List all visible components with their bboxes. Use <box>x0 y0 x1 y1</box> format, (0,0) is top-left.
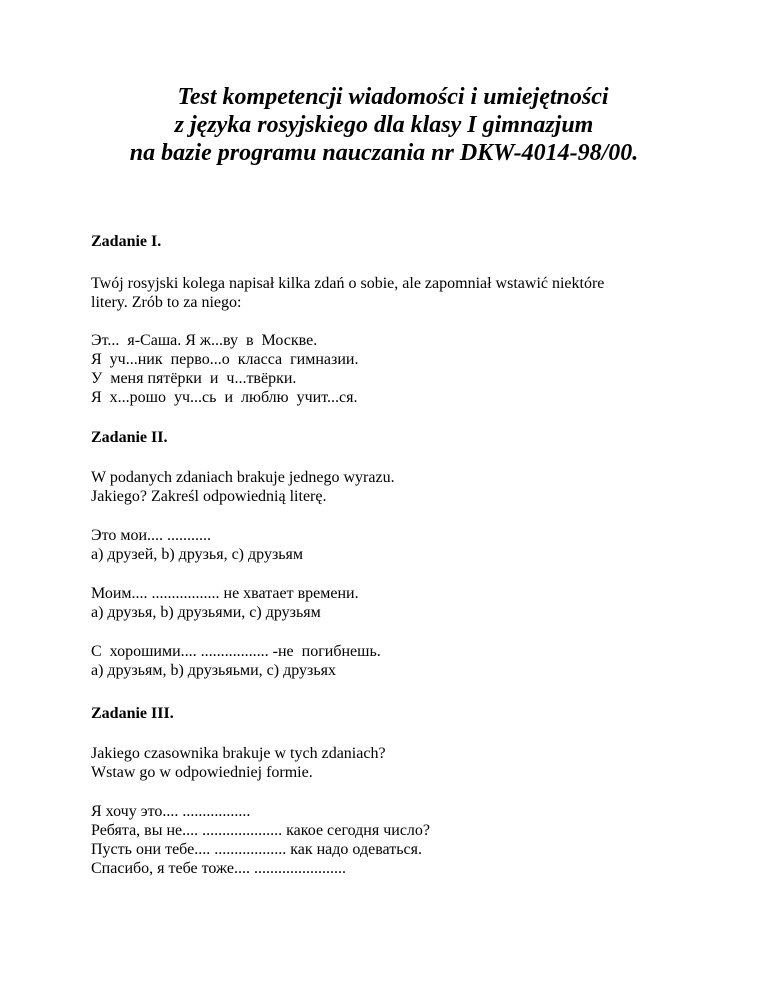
zadanie-1-sentence: Эт... я-Саша. Я ж...ву в Москве. <box>91 332 318 349</box>
zadanie-3-sentence: Спасибо, я тебе тоже.... ....................... <box>91 860 346 877</box>
zadanie-3-heading-block <box>91 704 731 723</box>
zadanie-2-item <box>91 584 731 622</box>
zadanie-3-sentence: Пусть они тебе.... .................. как надо одеваться. <box>91 841 422 858</box>
zadanie-1-sentence: У меня пятёрки и ч...твёрки. <box>91 370 297 387</box>
zadanie-1-sentence: Я уч...ник перво...о класса гимназии. <box>91 351 359 368</box>
zadanie-1-heading: Zadanie I. <box>91 233 162 250</box>
zadanie-2-sentence: Это мои.... ........... <box>91 527 212 544</box>
zadanie-3-instruction-line: Jakiego czasownika brakuje w tych zdaniach? <box>91 745 386 762</box>
zadanie-1-sentence: Я х...рошо уч...сь и люблю учит...ся. <box>91 389 358 406</box>
title-line-3: na bazie programu nauczania nr DKW-4014-98/00. <box>129 140 639 166</box>
zadanie-2-heading: Zadanie II. <box>91 429 168 446</box>
zadanie-3-instruction-line: Wstaw go w odpowiedniej formie. <box>91 764 313 781</box>
title-line-1: Test kompetencji wiadomości i umiejętności <box>177 84 609 110</box>
zadanie-2-item <box>91 642 731 680</box>
zadanie-2-instruction-line: W podanych zdaniach brakuje jednego wyrazu. <box>91 469 395 486</box>
zadanie-2-heading-block <box>91 428 731 447</box>
zadanie-3-sentence: Я хочу это.... ................. <box>91 803 251 820</box>
zadanie-2-instruction-line: Jakiego? Zakreśl odpowiednią literę. <box>91 488 327 505</box>
zadanie-2-options: a) друзьям, b) друзьяьми, c) друзьях <box>91 662 337 679</box>
zadanie-1-heading-block <box>91 232 731 251</box>
zadanie-2-options: a) друзей, b) друзья, c) друзьям <box>91 546 304 563</box>
zadanie-1-instruction-line: litery. Zrób to za niego: <box>91 294 242 311</box>
document-title <box>0 83 768 167</box>
title-line-2: z języka rosyjskiego dla klasy I gimnazjum <box>174 112 594 138</box>
zadanie-2-item <box>91 526 731 564</box>
zadanie-3-sentences <box>91 802 731 878</box>
zadanie-3-heading: Zadanie III. <box>91 705 174 722</box>
zadanie-1-instruction-line: Twój rosyjski kolega napisał kilka zdań o sobie, ale zapomniał wstawić niektóre <box>91 275 605 292</box>
zadanie-2-options: a) друзья, b) друзьями, c) друзьям <box>91 604 321 621</box>
zadanie-2-sentence: С хорошими.... ................. -не погибнешь. <box>91 643 381 660</box>
zadanie-2-instruction <box>91 468 731 506</box>
zadanie-2-sentence: Моим.... ................. не хватает времени. <box>91 585 359 602</box>
zadanie-3-instruction <box>91 744 731 782</box>
zadanie-3-sentence: Ребята, вы не.... .................... какое сегодня число? <box>91 822 430 839</box>
zadanie-1-sentences <box>91 331 731 407</box>
zadanie-1-instruction <box>91 274 731 312</box>
